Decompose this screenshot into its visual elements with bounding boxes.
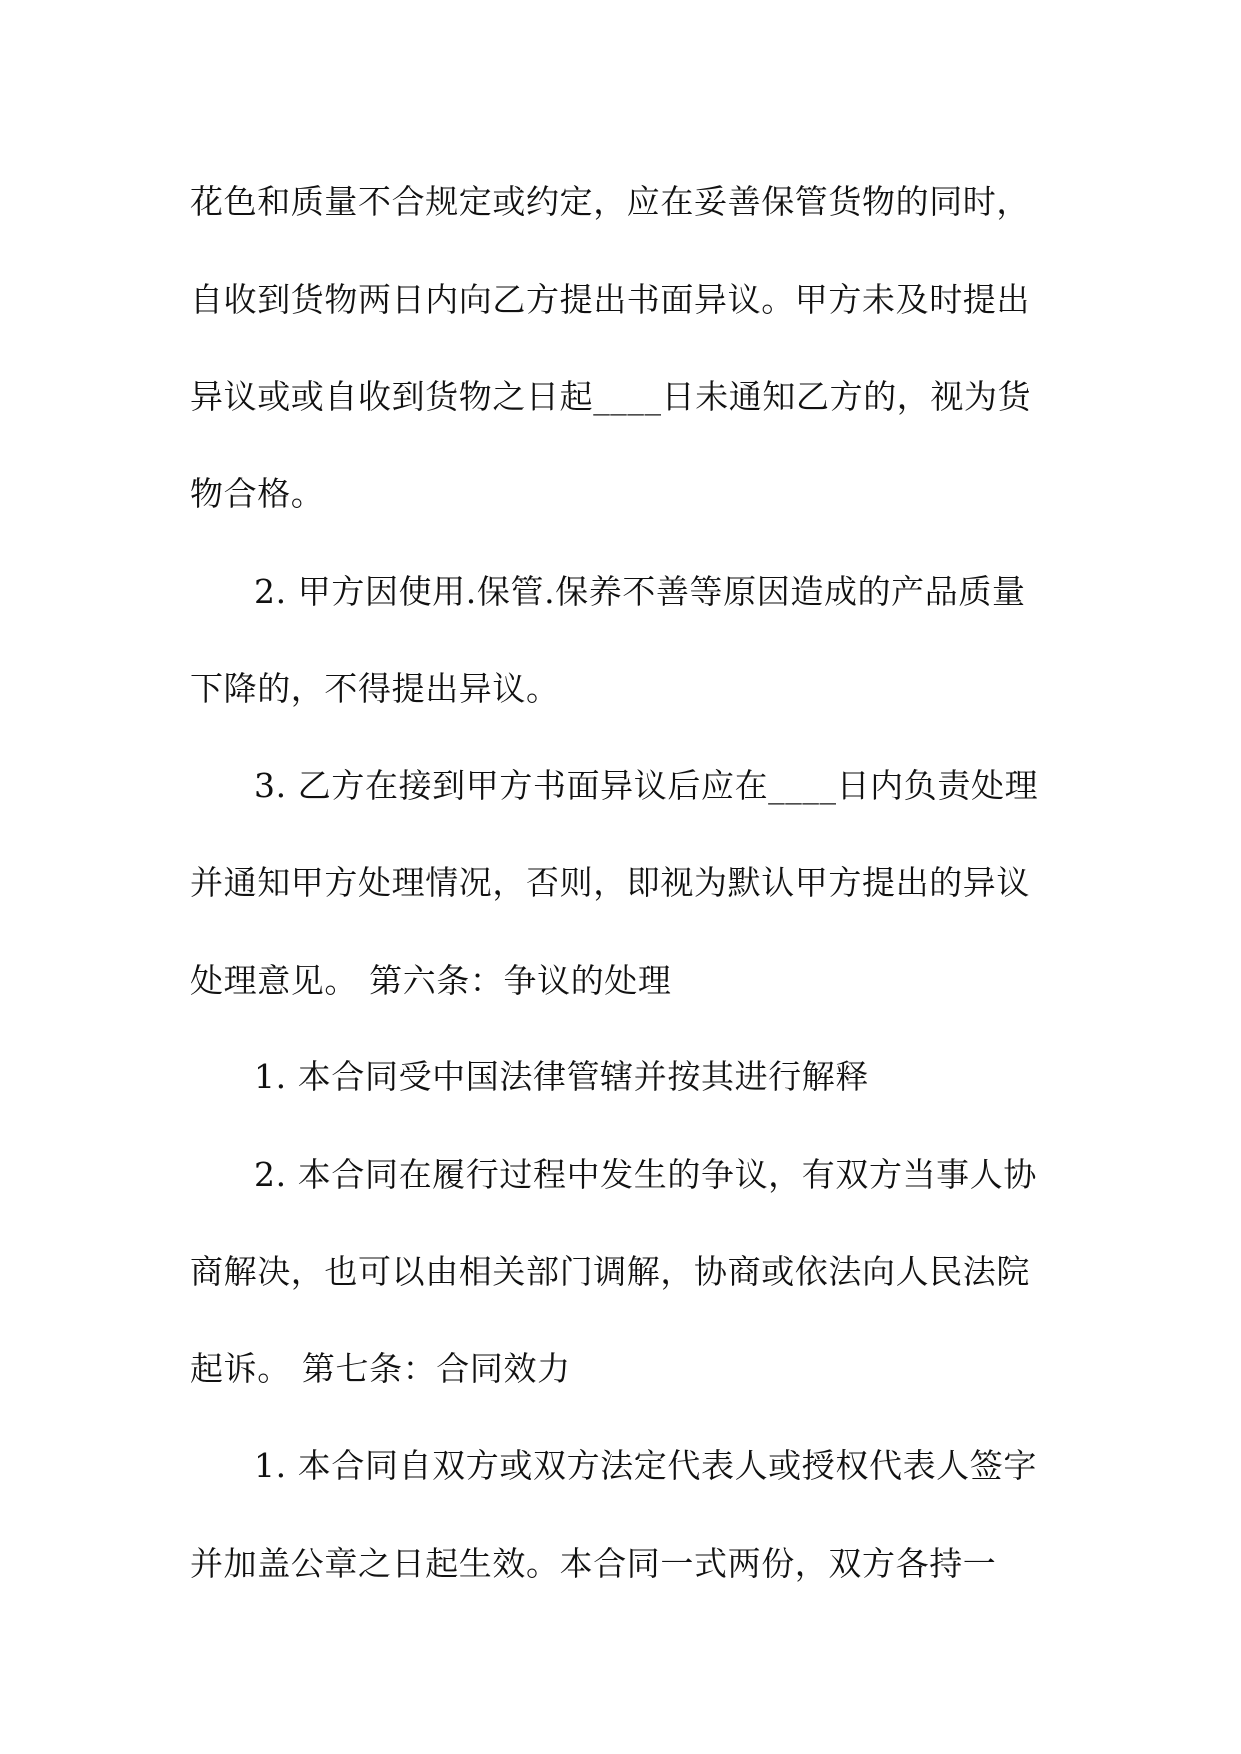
text-line: 并加盖公章之日起生效。本合同一式两份，双方各持一: [190, 1544, 997, 1583]
list-item-text: 1. 本合同自双方或双方法定代表人或授权代表人签字: [254, 1446, 1037, 1485]
text-line: 物合格。: [190, 474, 325, 513]
section-heading-line: 处理意见。 第六条：争议的处理: [190, 961, 672, 1000]
list-item-text: 2. 本合同在履行过程中发生的争议，有双方当事人协: [254, 1155, 1037, 1194]
text-line: 商解决，也可以由相关部门调解，协商或依法向人民法院: [190, 1252, 1030, 1291]
list-item-text: 3. 乙方在接到甲方书面异议后应在____日内负责处理: [254, 766, 1039, 805]
text-line: 异议或或自收到货物之日起____日未通知乙方的，视为货: [190, 377, 1032, 416]
list-item-text: 1. 本合同受中国法律管辖并按其进行解释: [254, 1057, 869, 1096]
text-line: 下降的，不得提出异议。: [190, 669, 560, 708]
text-line: 并通知甲方处理情况，否则，即视为默认甲方提出的异议: [190, 863, 1030, 902]
text-line: 自收到货物两日内向乙方提出书面异议。甲方未及时提出: [190, 280, 1030, 319]
section-heading-line: 起诉。 第七条：合同效力: [190, 1349, 571, 1388]
list-item-text: 2. 甲方因使用.保管.保养不善等原因造成的产品质量: [254, 572, 1026, 611]
text-line: 花色和质量不合规定或约定，应在妥善保管货物的同时，: [190, 182, 1030, 221]
